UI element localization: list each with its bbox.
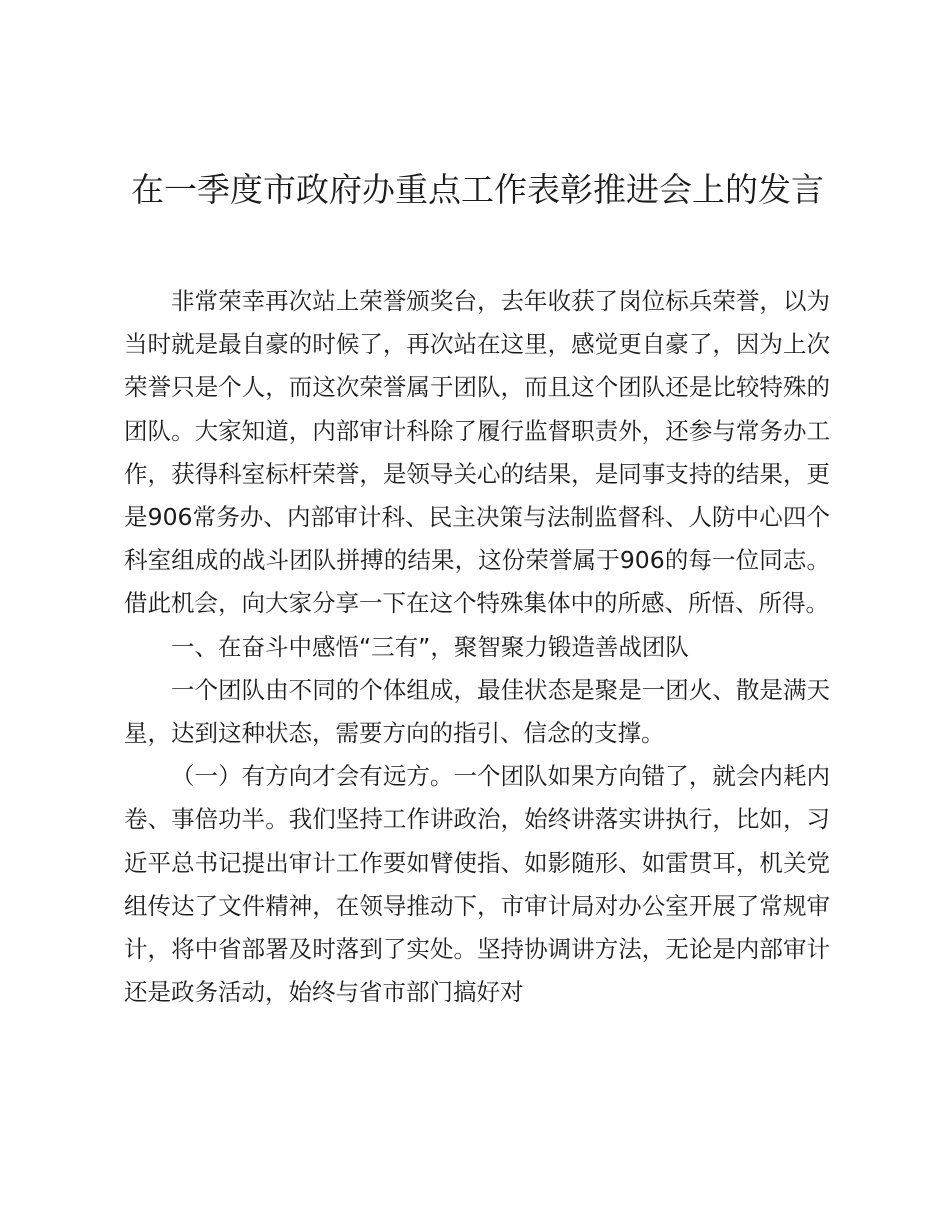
paragraph-direction: （一）有方向才会有远方。一个团队如果方向错了，就会内耗内卷、事倍功半。我们坚持工作讲政治，始终讲落实讲执行，比如，习近平总书记提出审计工作要如臂使指、如影随形、如雷贯耳，机关党组传达了文件精神，在领导推动下，市审计局对办公室开展了常规审计，将中省部署及时落到了实处。坚持协调讲方法，无论是内部审计还是政务活动，始终与省市部门搞好对 [124,762,830,1007]
paragraph-opening: 非常荣幸再次站上荣誉颁奖台，去年收获了岗位标兵荣誉，以为当时就是最自豪的时候了，再次站在这里，感觉更自豪了，因为上次荣誉只是个人，而这次荣誉属于团队，而且这个团队还是比较特殊的团队。大家知道，内部审计科除了履行监督职责外，还参与常务办工作，获得科室标杆荣誉，是领导关心的结果，是同事支持的结果，更是906常务办、内部审计科、民主决策与法制监督科、人防中心四个科室组成的战斗团队拼搏的结果，这份荣誉属于906的每一位同志。借此机会，向大家分享一下在这个特殊集体中的所感、所悟、所得。 [124,287,830,618]
paragraph-team-intro: 一个团队由不同的个体组成，最佳状态是聚是一团火、散是满天星，达到这种状态，需要方向的指引、信念的支撑。 [124,675,830,748]
section-heading-1: 一、在奋斗中感悟“三有”，聚智聚力锻造善战团队 [171,632,689,661]
document-body [124,280,830,1014]
document-title: 在一季度市政府办重点工作表彰推进会上的发言 [131,170,824,209]
